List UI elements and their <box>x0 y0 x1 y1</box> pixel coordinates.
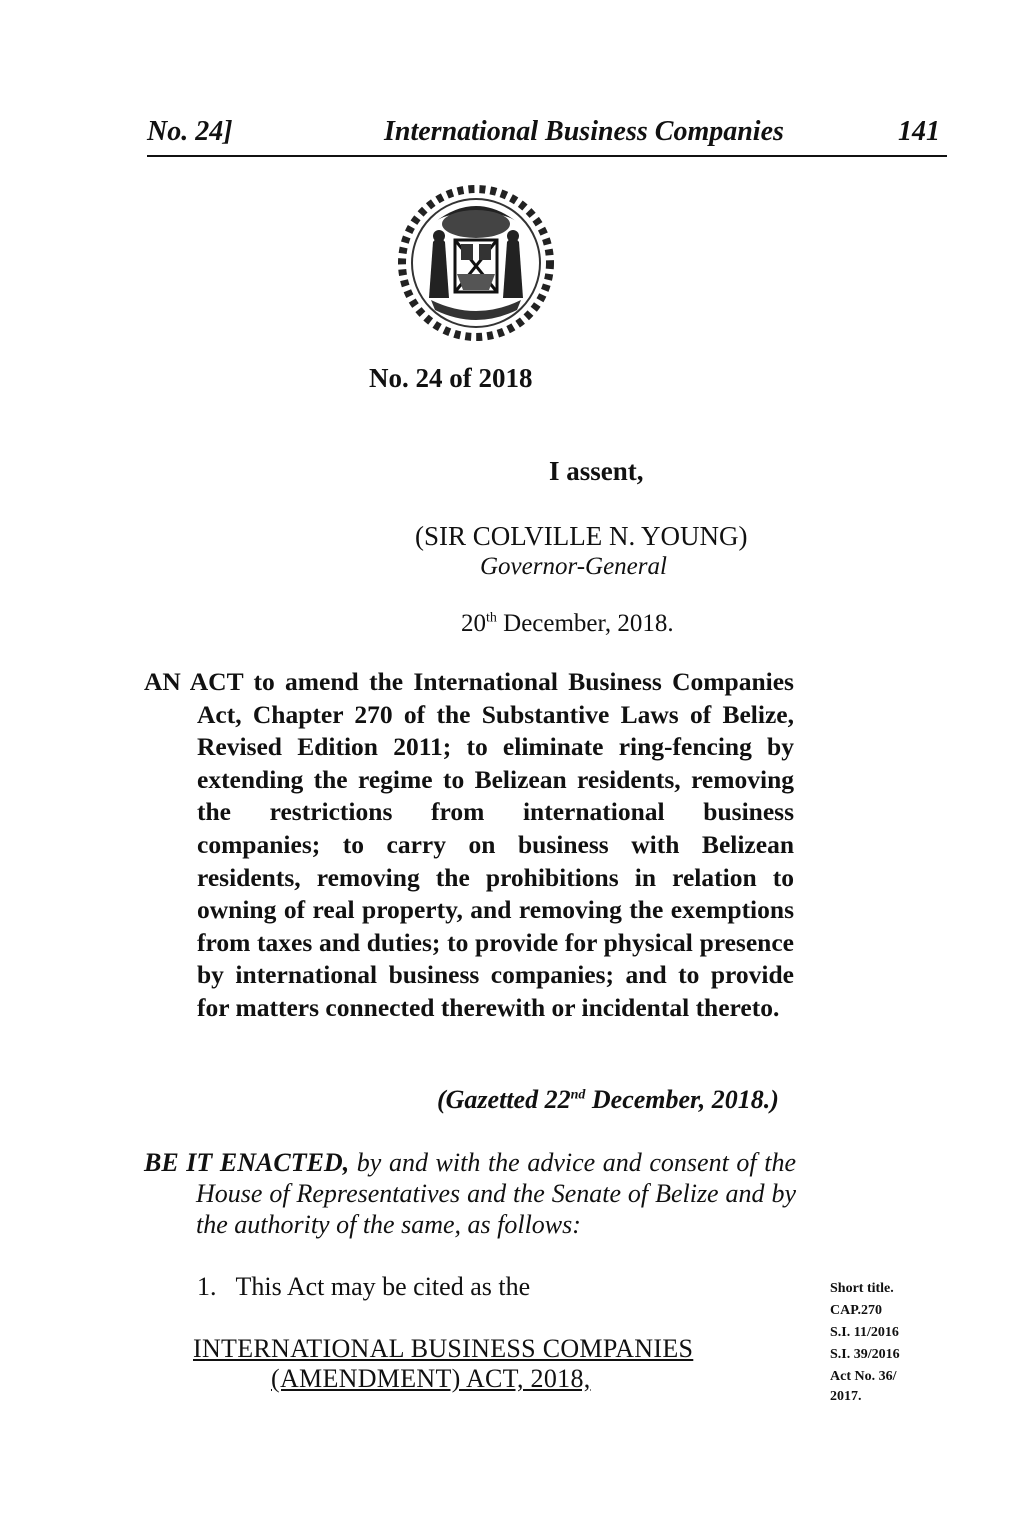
act-number-header: No. 24] <box>147 116 233 147</box>
gazetted-date <box>437 1085 779 1115</box>
running-title: International Business Companies <box>384 116 784 147</box>
act-number: No. 24 of 2018 <box>369 363 533 393</box>
enacting-clause <box>144 1147 796 1240</box>
margin-note: Act No. 36/ <box>830 1369 897 1384</box>
assent-date-rest: December, 2018. <box>496 610 674 637</box>
margin-note: CAP.270 <box>830 1303 882 1318</box>
margin-note: S.I. 39/2016 <box>830 1347 900 1362</box>
gazetted-suffix: nd <box>570 1087 586 1103</box>
citation-title-line1: INTERNATIONAL BUSINESS COMPANIES <box>193 1334 694 1363</box>
margin-note: Short title. <box>830 1281 894 1296</box>
governor-name: (SIR COLVILLE N. YOUNG) <box>415 521 748 551</box>
assent-date-day: 20 <box>461 610 486 637</box>
assent-date-suffix: th <box>486 610 497 626</box>
gazetted-pre: (Gazetted 22 <box>437 1085 571 1114</box>
header-rule <box>147 155 947 157</box>
long-title: AN ACT to amend the International Business Companies Act, Chapter 270 of the Substantive Laws of Belize, Revised Edition 2011; to eliminate ring-fencing by extending the regime to Belizean residents, removing the restrictions from international business companies; to carry on business with Belizean residents, removing the prohibitions in relation to owning of real property, and removing the exemptions from taxes and duties; to provide for physical presence by international business companies; and to provide for matters connected therewith or incidental thereto. <box>144 667 794 1022</box>
margin-note: S.I. 11/2016 <box>830 1325 899 1340</box>
enacting-rest: by and with the advice and consent of the House of Representatives and the Senate of Belize and by the authority of the same, as follows: <box>196 1148 796 1239</box>
assent-text: I assent, <box>549 456 644 486</box>
page-number: 141 <box>898 116 940 147</box>
margin-note: 2017. <box>830 1389 862 1404</box>
coat-of-arms-icon <box>395 182 557 344</box>
gazetted-post: December, 2018.) <box>585 1085 779 1114</box>
assent-date <box>461 610 674 638</box>
citation-title-line2: (AMENDMENT) ACT, 2018, <box>271 1364 591 1393</box>
governor-title: Governor-General <box>480 553 667 580</box>
enacting-lead: BE IT ENACTED, <box>144 1148 350 1177</box>
section-1: 1. This Act may be cited as the <box>197 1272 531 1301</box>
